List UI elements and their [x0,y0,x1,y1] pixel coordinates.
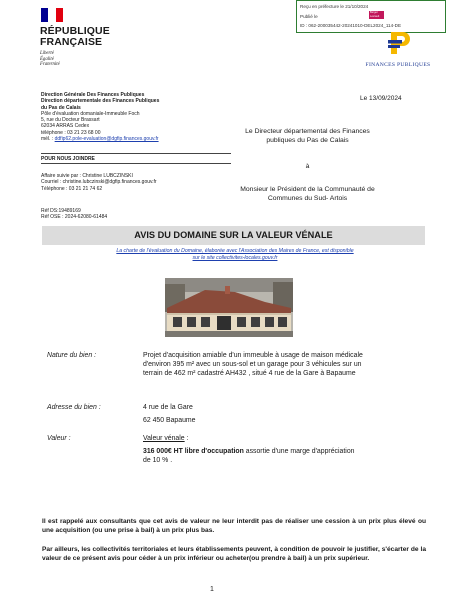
finances-publiques-text: FINANCES PUBLIQUES [365,62,431,68]
finances-publiques-emblem-icon [386,30,410,56]
valeur-margin-end: de 10 % . [143,457,173,465]
sender-ddfip: Direction départementale des Finances Publiques [41,98,160,105]
logo-line-2: FRANÇAISE [40,36,103,48]
reference-block [41,208,107,221]
reference-ose: Réf OSE : 2024-62080-61484 [41,214,108,221]
building-photo [165,278,293,337]
sender-street: 5, rue du Docteur Brassart [41,117,100,124]
adresse-value [143,403,196,425]
valeur-heading: Valeur vénale [143,435,185,442]
page-number: 1 [210,586,214,593]
adresse-line-2: 62 450 Bapaume [143,417,196,425]
sender-title-line-2: publiques du Pas de Calais [266,136,349,144]
adresse-line-1: 4 rue de la Gare [143,404,193,411]
stamp-received: Reçu en préfecture le 21/10/2024 [300,4,369,10]
sender-block [41,92,231,142]
prefecture-stamp [296,0,446,33]
sender-email-link[interactable]: ddfip62.pole-evaluation@dgfip.finances.gouv.fr [54,136,159,143]
motto-fraternite: Fraternité [40,62,60,67]
nature-line-1: Projet d'acquisition amiable d'un immeuble à usage de maison médicale [143,352,363,359]
stamp-badge: Berger Levrault [369,11,384,19]
sender-title-line-1: Le Directeur départemental des Finances [245,128,370,135]
recipient-line-1: Monsieur le Président de la Communauté de [240,186,375,193]
sender-phone: téléphone : 03 21 23 68 00 [41,129,101,136]
sender-email-label: mél. : [41,136,55,143]
motto-liberte: Liberté [40,51,54,56]
motto-egalite: Égalité [40,56,54,62]
document-title: AVIS DU DOMAINE SUR LA VALEUR VÉNALE [42,226,425,245]
stamp-published: Publié le [300,13,318,19]
word-a: à [305,163,310,170]
adresse-label: Adresse du bien : [47,404,101,411]
sender-city: 62034 ARRAS Cedex [41,123,90,130]
nature-line-3: terrain de 462 m² cadastré AH432 , situé 4 rue de la Gare à Bapaume [143,370,356,378]
stamp-id: ID : 062-200035442-20241010-DEL2024_114-DE [300,23,402,29]
divider [41,153,231,154]
charte-line-1: La charte de l'évaluation du Domaine, élaborée avec l'Association des Maires de France, est disponible [116,248,354,254]
logo-line-1: RÉPUBLIQUE [40,25,110,37]
valeur-value [143,434,428,466]
republique-francaise-logo [40,8,110,68]
valeur-margin: assortie d'une marge d'appréciation [243,448,355,456]
contact-phone: Téléphone : 03 21 21 74 62 [41,185,103,192]
recipient-title [205,186,410,203]
charte-link[interactable] [75,248,395,262]
sender-email-line [41,136,231,142]
contact-heading: POUR NOUS JOINDRE [41,156,95,162]
valeur-label: Valeur : [47,435,71,442]
nature-value [143,351,428,379]
sender-department: du Pas de Calais [41,104,81,111]
finances-publiques-logo [353,30,443,68]
contact-agent: Affaire suivie par : Christine LUBCZINSKI [41,173,133,179]
recipient-line-2: Communes du Sud- Artois [267,194,348,202]
nature-line-2: d'environ 395 m² avec un sous-sol et un garage pour 3 véhicules sur un [143,361,362,369]
valeur-colon: : [184,435,189,442]
contact-email: Courriel : christine.lubczinski@dgfip.finances.gouv.fr [41,179,157,186]
notice-paragraph-1: Il est rappelé aux consultants que cet avis de valeur ne leur interdit pas de réaliser une cession à un prix plus élevé ou une acquisition (ou une prise à bail) à un prix plus bas. [42,518,426,535]
reference-ds: Réf DS:19489169 [41,208,81,214]
sender-title [205,128,410,145]
valeur-amount: 316 000€ HT libre d'occupation [143,448,244,456]
sender-pole: Pôle d'évaluation domaniale-Immeuble Foch [41,110,140,117]
divider [41,163,231,164]
notice-paragraph-2: Par ailleurs, les collectivités territoriales et leurs établissements peuvent, à condition de pouvoir le justifier, s'écarter de la valeur de ce présent avis pour céder à un prix inférieur ou acheter(ou prendre à bail) à un prix supérieur. [42,546,426,563]
french-flag-icon [41,8,63,22]
charte-line-2: sur le site collectivites-locales.gouv.fr [192,255,278,261]
nature-label: Nature du bien : [47,352,97,359]
sender-dgfip: Direction Générale Des Finances Publiques [41,92,145,98]
letter-date: Le 13/09/2024 [360,95,402,102]
